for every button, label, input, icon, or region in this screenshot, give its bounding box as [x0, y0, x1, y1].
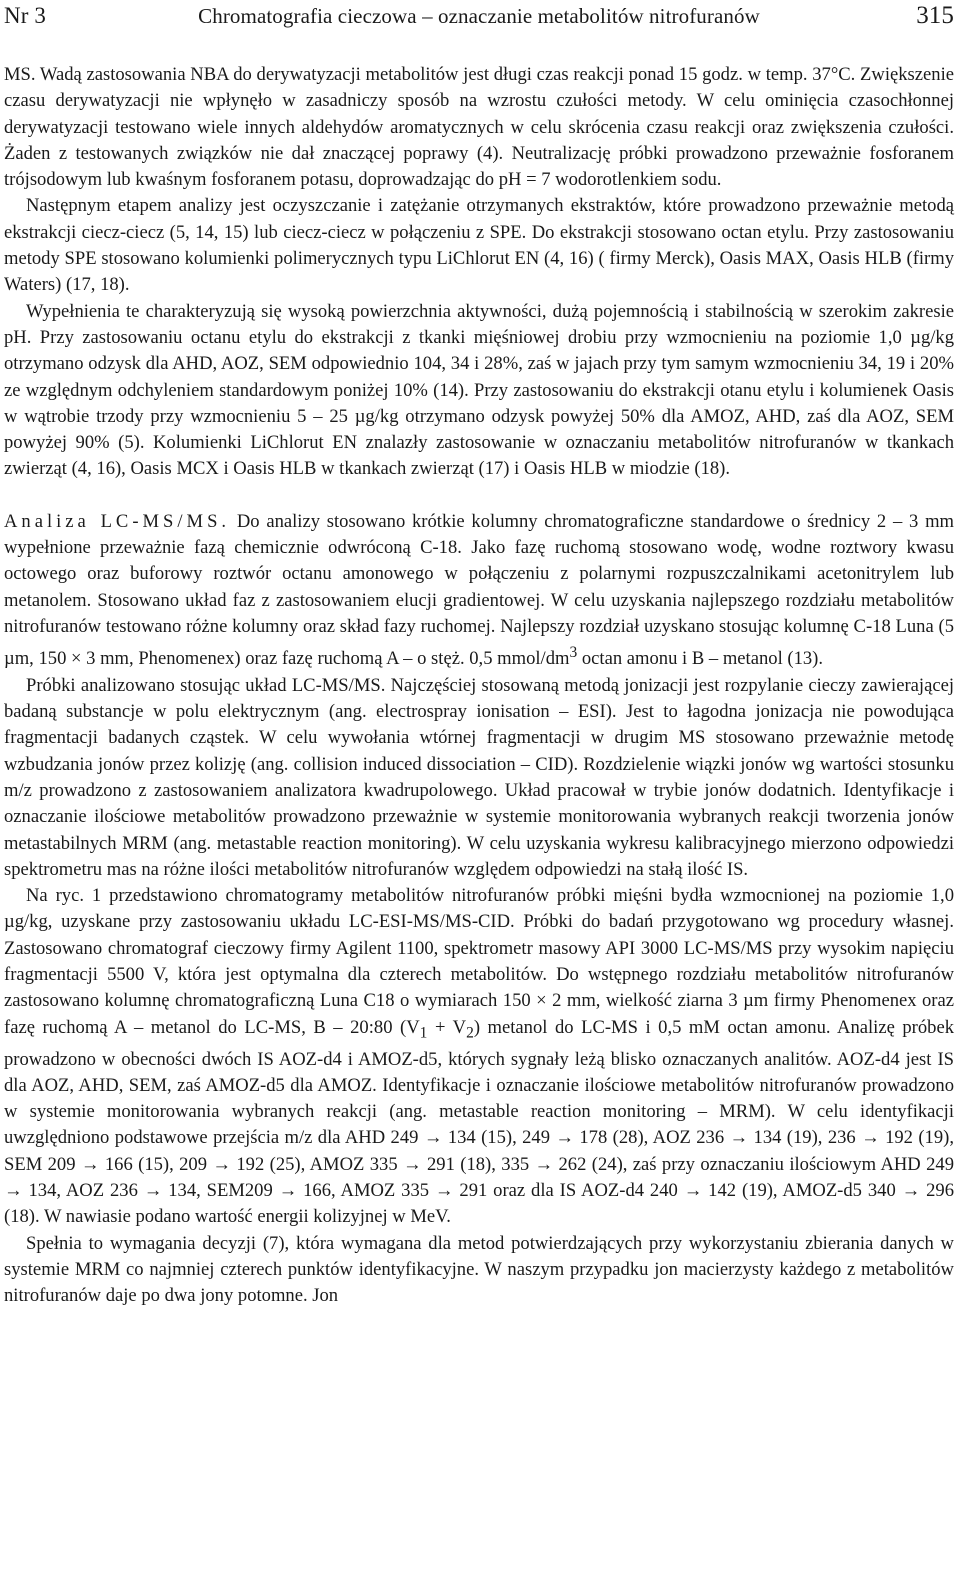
running-title: Chromatografia cieczowa – oznaczanie metabolitów nitrofuranów: [198, 4, 760, 28]
paragraph-6: [4, 883, 954, 1231]
section-heading: Analiza LC-MS/MS.: [4, 510, 231, 532]
subscript: 2: [466, 1024, 474, 1042]
paragraph-6-text-c: ) metanol do LC-MS i 0,5 mM octan amonu. Analizę próbek prowadzono w obecności dwóch IS AOZ-d4 i AMOZ-d5, których sygnały leżą blisko oznaczanych analitów. AOZ-d4 jest IS dla AOZ, AHD, SEM, zaś AMOZ-d5 dla AMOZ. Identyfikacje i oznaczanie ilościowe metabolitów nitrofuranów prowadzono w systemie monitorowania wybranych reakcji (ang. metastable reaction monitoring – MRM). W celu identyfikacji uwzględniono podstawowe przejścia m/z dla AHD 249 → 134 (15), 249 → 178 (28), AOZ 236 → 134 (19), 236 → 192 (19), SEM 209 → 166 (15), 209 → 192 (25), AMOZ 335 → 291 (18), 335 → 262 (24), zaś przy oznaczaniu ilościowym AHD 249 → 134, AOZ 236 → 134, SEM209 → 166, AMOZ 335 → 291 oraz dla IS AOZ-d4 240 → 142 (19), AMOZ-d5 340 → 296 (18). W nawiasie podano wartość energii kolizyjnej w MeV.: [4, 1016, 955, 1228]
paragraph-4: [4, 509, 954, 673]
article-body: [4, 62, 954, 1310]
paragraph-3: Wypełnienia te charakteryzują się wysoką powierzchnia aktywności, dużą pojemnością i stabilnością w szerokim zakresie pH. Przy zastosowaniu octanu etylu do ekstrakcji z tkanki mięśniowej drobiu przy wzmocnieniu na poziomie 1,0 µg/kg otrzymano odzysk dla AHD, AOZ, SEM odpowiednio 104, 34 i 28%, zaś w jajach przy tym samym wzmocnieniu 34, 19 i 20% ze względnym odchyleniem standardowym poniżej 10% (14). Przy zastosowaniu do ekstrakcji otanu etylu i kolumienek Oasis w wątrobie trzody przy wzmocnieniu 5 – 25 µg/kg otrzymano odzysk powyżej 50% dla AMOZ, AHD, zaś dla AOZ, SEM powyżej 90% (5). Kolumienki LiChlorut EN znalazły zastosowanie w oznaczaniu metabolitów nitrofuranów w tkankach zwierząt (4, 16), Oasis MCX i Oasis HLB w tkankach zwierząt (17) i Oasis HLB w miodzie (18).: [4, 300, 954, 480]
paragraph-4-text-a: Do analizy stosowano krótkie kolumny chromatograficzne standardowe o średnicy 2 – 3 mm wypełnione przeważnie fazą chemicznie odwróconą C-18. Jako fazę ruchomą stosowano wodę, wodne roztwory kwasu octowego oraz buforowy roztwór octanu amonowego w połączeniu z polarnymi rozpuszczalnikami acetonitrylem lub metanolem. Stosowano układ faz z zastosowaniem elucji gradientowej. W celu uzyskania najlepszego rozdziału metabolitów nitrofuranów testowano różne kolumny oraz skład fazy ruchomej. Najlepszy rozdział uzyskano stosując kolumnę C-18 Luna (5 µm, 150 × 3 mm, Phenomenex) oraz fazę ruchomą A – o stęż. 0,5 mmol/dm: [4, 510, 954, 670]
page-number: 315: [916, 2, 954, 29]
section-gap: [4, 483, 954, 509]
paragraph-6-text-a: Na ryc. 1 przedstawiono chromatogramy metabolitów nitrofuranów próbki mięśni bydła wzmocnionej na poziomie 1,0 µg/kg, uzyskane przy zastosowaniu układu LC-ESI-MS/MS-CID. Próbki do badań przygotowano wg procedury własnej. Zastosowano chromatograf cieczowy firmy Agilent 1100, spektrometr masowy API 3000 LC-MS/MS przy wysokim napięciu fragmentacji 5500 V, która jest optymalna dla czterech metabolitów. Do wstępnego rozdziału metabolitów nitrofuranów zastosowano kolumnę chromatograficzną Luna C18 o wymiarach 150 × 2 mm, wielkość ziarna 3 µm firmy Phenomenex oraz fazę ruchomą A – metanol do LC-MS, B – 20:80 (V: [4, 885, 954, 1038]
paragraph-4-text-b: octan amonu i B – metanol (13).: [577, 648, 824, 670]
superscript: 3: [569, 644, 578, 662]
paragraph-6-text-b: + V: [427, 1016, 467, 1038]
paragraph-7: Spełnia to wymagania decyzji (7), która wymagana dla metod potwierdzających przy wykorzystaniu zbierania danych w systemie MRM co najmniej czterech punktów identyfikacyjne. W naszym przypadku jon macierzysty każdego z metabolitów nitrofuranów daje po dwa jony potomne. Jon: [4, 1232, 954, 1307]
issue-number: Nr 3: [4, 3, 46, 28]
running-header: [4, 0, 954, 42]
paragraph-5: Próbki analizowano stosując układ LC-MS/MS. Najczęściej stosowaną metodą jonizacji jest rozpylanie cieczy zawierającej badaną substancje w polu elektrycznym (ang. electrospray ionisation – ESI). Jest to łagodna jonizacja nie powodująca fragmentacji badanych cząstek. W celu wywołania wtórnej fragmentacji w drugim MS stosowano przeważnie metodę wzbudzania jonów przez kolizję (ang. collision induced dissociation – CID). Rozdzielenie wiązki jonów wg wartości stosunku m/z prowadzono z zastosowaniem analizatora kwadrupolowego. Układ pracował w trybie jonów dodatnich. Identyfikacje i oznaczanie ilościowe metabolitów prowadzono przeważnie w systemie monitorowania wybranych reakcji tworzenia jonów metastabilnych MRM (ang. metastable reaction monitoring). W celu uzyskania wykresu kalibracyjnego mierzono odpowiedzi spektrometru mas na różne ilości metabolitów nitrofuranów względem odpowiedzi na stałą ilość IS.: [4, 674, 954, 880]
subscript: 1: [419, 1024, 428, 1042]
paragraph-2: Następnym etapem analizy jest oczyszczanie i zatężanie otrzymanych ekstraktów, które prowadzono przeważnie metodą ekstrakcji ciecz-ciecz (5, 14, 15) lub ciecz-ciecz w połączeniu z SPE. Do ekstrakcji stosowano octan etylu. Przy zastosowaniu metody SPE stosowano kolumienki polimerycznych typu LiChlorut EN (4, 16) ( firmy Merck), Oasis MAX, Oasis HLB (firmy Waters) (17, 18).: [4, 195, 954, 296]
paragraph-1: MS. Wadą zastosowania NBA do derywatyzacji metabolitów jest długi czas reakcji ponad 15 godz. w temp. 37°C. Zwiększenie czasu derywatyzacji nie wpłynęło w zasadniczy sposób na wzrostu czułości metody. W celu ominięcia czasochłonnej derywatyzacji testowano wiele innych aldehydów aromatycznych w celu skrócenia czasu reakcji oraz zwiększenia czułości. Żaden z testowanych związków nie dał znaczącej poprawy (4). Neutralizację próbki prowadzono przeważnie fosforanem trójsodowym lub kwaśnym fosforanem potasu, doprowadzając do pH = 7 wodorotlenkiem sodu.: [4, 64, 954, 191]
